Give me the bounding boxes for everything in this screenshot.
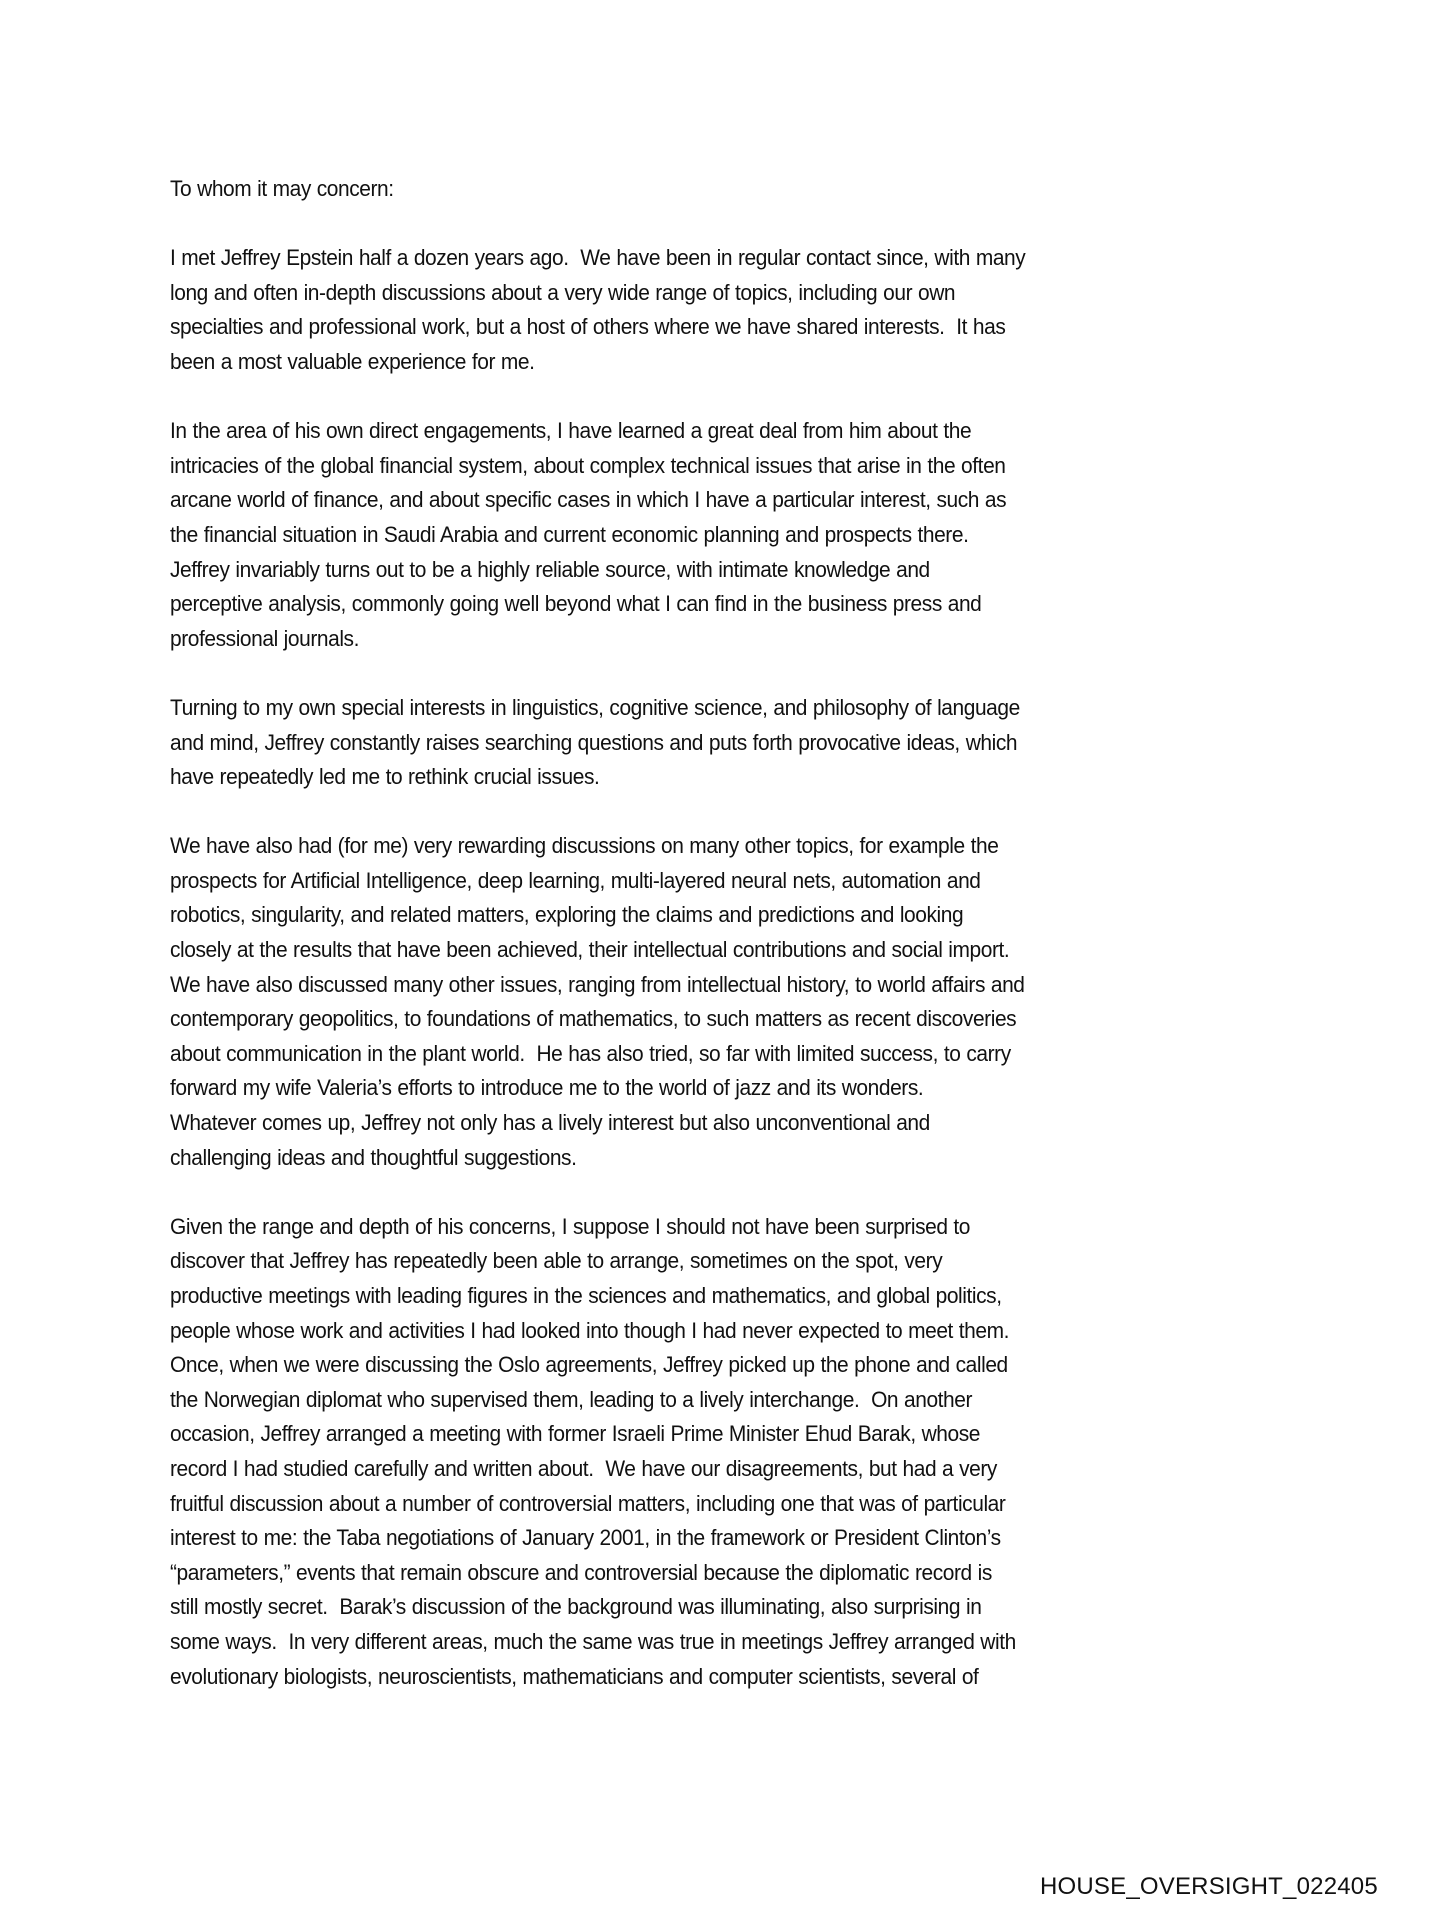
text-line: been a most valuable experience for me. <box>170 348 535 374</box>
text-line: Turning to my own special interests in linguistics, cognitive science, and philosophy of language <box>170 694 1020 720</box>
text-line: interest to me: the Taba negotiations of January 2001, in the framework or President Clinton’s <box>170 1525 1001 1551</box>
text-line: Once, when we were discussing the Oslo agreements, Jeffrey picked up the phone and called <box>170 1352 1008 1378</box>
text-line: robotics, singularity, and related matters, exploring the claims and predictions and looking <box>170 902 964 928</box>
text-line: long and often in-depth discussions about a very wide range of topics, including our own <box>170 279 956 305</box>
text-line: Jeffrey invariably turns out to be a highly reliable source, with intimate knowledge and <box>170 556 930 582</box>
text-line: have repeatedly led me to rethink crucial issues. <box>170 764 600 790</box>
text-line: evolutionary biologists, neuroscientists, mathematicians and computer scientists, several of <box>170 1663 979 1689</box>
paragraph-2 <box>170 414 1300 656</box>
text-line: perceptive analysis, commonly going well beyond what I can find in the business press and <box>170 591 982 617</box>
text-line: some ways. In very different areas, much the same was true in meetings Jeffrey arranged with <box>170 1628 1016 1654</box>
text-line: arcane world of finance, and about specific cases in which I have a particular interest, such as <box>170 487 1007 513</box>
text-line: discover that Jeffrey has repeatedly been able to arrange, sometimes on the spot, very <box>170 1248 943 1274</box>
paragraph-3 <box>170 691 1300 795</box>
text-line: “parameters,” events that remain obscure and controversial because the diplomatic record is <box>170 1559 992 1585</box>
text-line: closely at the results that have been achieved, their intellectual contributions and social import. <box>170 937 1010 963</box>
text-line: the Norwegian diplomat who supervised them, leading to a lively interchange. On another <box>170 1386 973 1412</box>
text-line: challenging ideas and thoughtful suggestions. <box>170 1144 577 1170</box>
text-line: We have also had (for me) very rewarding discussions on many other topics, for example the <box>170 833 999 859</box>
text-line: I met Jeffrey Epstein half a dozen years ago. We have been in regular contact since, with many <box>170 245 1026 271</box>
salutation-text: To whom it may concern: <box>170 176 394 201</box>
text-line: In the area of his own direct engagements, I have learned a great deal from him about the <box>170 418 972 444</box>
text-line: still mostly secret. Barak’s discussion of the background was illuminating, also surprising in <box>170 1594 982 1620</box>
text-line: prospects for Artificial Intelligence, deep learning, multi-layered neural nets, automation and <box>170 867 981 893</box>
text-line: intricacies of the global financial system, about complex technical issues that arise in the often <box>170 452 1006 478</box>
text-line: Given the range and depth of his concerns, I suppose I should not have been surprised to <box>170 1213 971 1239</box>
salutation <box>170 172 1300 207</box>
text-line: We have also discussed many other issues, ranging from intellectual history, to world affairs and <box>170 971 1025 997</box>
text-line: record I had studied carefully and written about. We have our disagreements, but had a very <box>170 1455 997 1481</box>
text-line: professional journals. <box>170 625 359 651</box>
text-line: Whatever comes up, Jeffrey not only has a lively interest but also unconventional and <box>170 1110 930 1136</box>
text-line: occasion, Jeffrey arranged a meeting with former Israeli Prime Minister Ehud Barak, whose <box>170 1421 980 1447</box>
paragraph-5 <box>170 1210 1300 1694</box>
text-line: and mind, Jeffrey constantly raises searching questions and puts forth provocative ideas, which <box>170 729 1018 755</box>
text-line: productive meetings with leading figures in the sciences and mathematics, and global politics, <box>170 1283 1002 1308</box>
text-line: the financial situation in Saudi Arabia and current economic planning and prospects there. <box>170 521 969 547</box>
paragraph-4 <box>170 829 1300 1175</box>
text-line: fruitful discussion about a number of controversial matters, including one that was of particular <box>170 1490 1006 1516</box>
text-line: about communication in the plant world. He has also tried, so far with limited success, to carry <box>170 1040 1011 1066</box>
text-line: specialties and professional work, but a host of others where we have shared interests. It has <box>170 314 1006 340</box>
bates-number: HOUSE_OVERSIGHT_022405 <box>1040 1873 1378 1900</box>
text-line: people whose work and activities I had looked into though I had never expected to meet them. <box>170 1317 1010 1343</box>
text-line: forward my wife Valeria’s efforts to introduce me to the world of jazz and its wonders. <box>170 1075 924 1101</box>
letter-body <box>170 172 1300 1729</box>
paragraph-1 <box>170 241 1300 379</box>
text-line: contemporary geopolitics, to foundations of mathematics, to such matters as recent discoveries <box>170 1006 1017 1032</box>
